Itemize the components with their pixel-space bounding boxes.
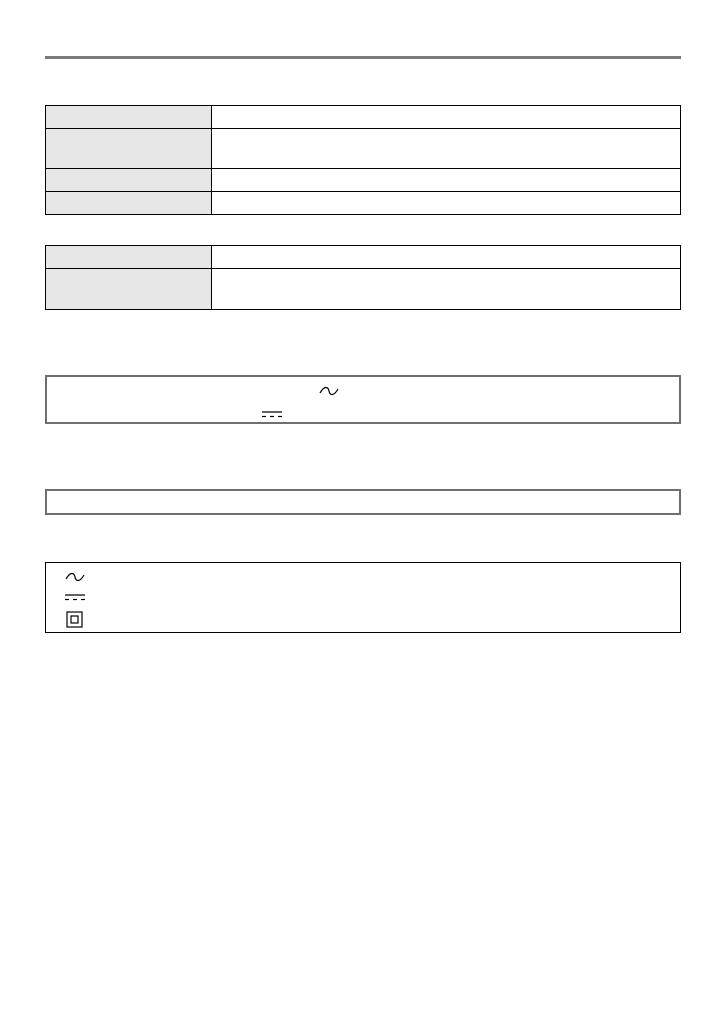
- spec-key-cell: [46, 269, 212, 310]
- spec-table-1: [45, 105, 681, 215]
- spec-value-cell: [212, 169, 681, 192]
- spec-value-cell: [212, 246, 681, 269]
- table-row: [46, 106, 681, 129]
- spec-key-cell: [46, 129, 212, 169]
- table-row: [46, 129, 681, 169]
- alternating-current-icon: [319, 386, 339, 396]
- spec-key-cell: [46, 106, 212, 129]
- table-row: [46, 246, 681, 269]
- symbol-legend: [45, 562, 681, 633]
- header-rule: [45, 56, 681, 59]
- power-rating-box: [45, 375, 681, 424]
- spec-table-2: [45, 245, 681, 310]
- table-row: [46, 169, 681, 192]
- table-row: [46, 192, 681, 215]
- spec-key-cell: [46, 169, 212, 192]
- direct-current-icon: [64, 593, 86, 602]
- spec-value-cell: [212, 129, 681, 169]
- spec-value-cell: [212, 106, 681, 129]
- spec-key-cell: [46, 192, 212, 215]
- spec-value-cell: [212, 269, 681, 310]
- double-insulation-icon: [66, 611, 83, 628]
- spec-key-cell: [46, 246, 212, 269]
- spec-value-cell: [212, 192, 681, 215]
- alternating-current-icon: [65, 572, 85, 582]
- notice-box: [45, 489, 681, 515]
- table-row: [46, 269, 681, 310]
- direct-current-icon: [261, 410, 283, 419]
